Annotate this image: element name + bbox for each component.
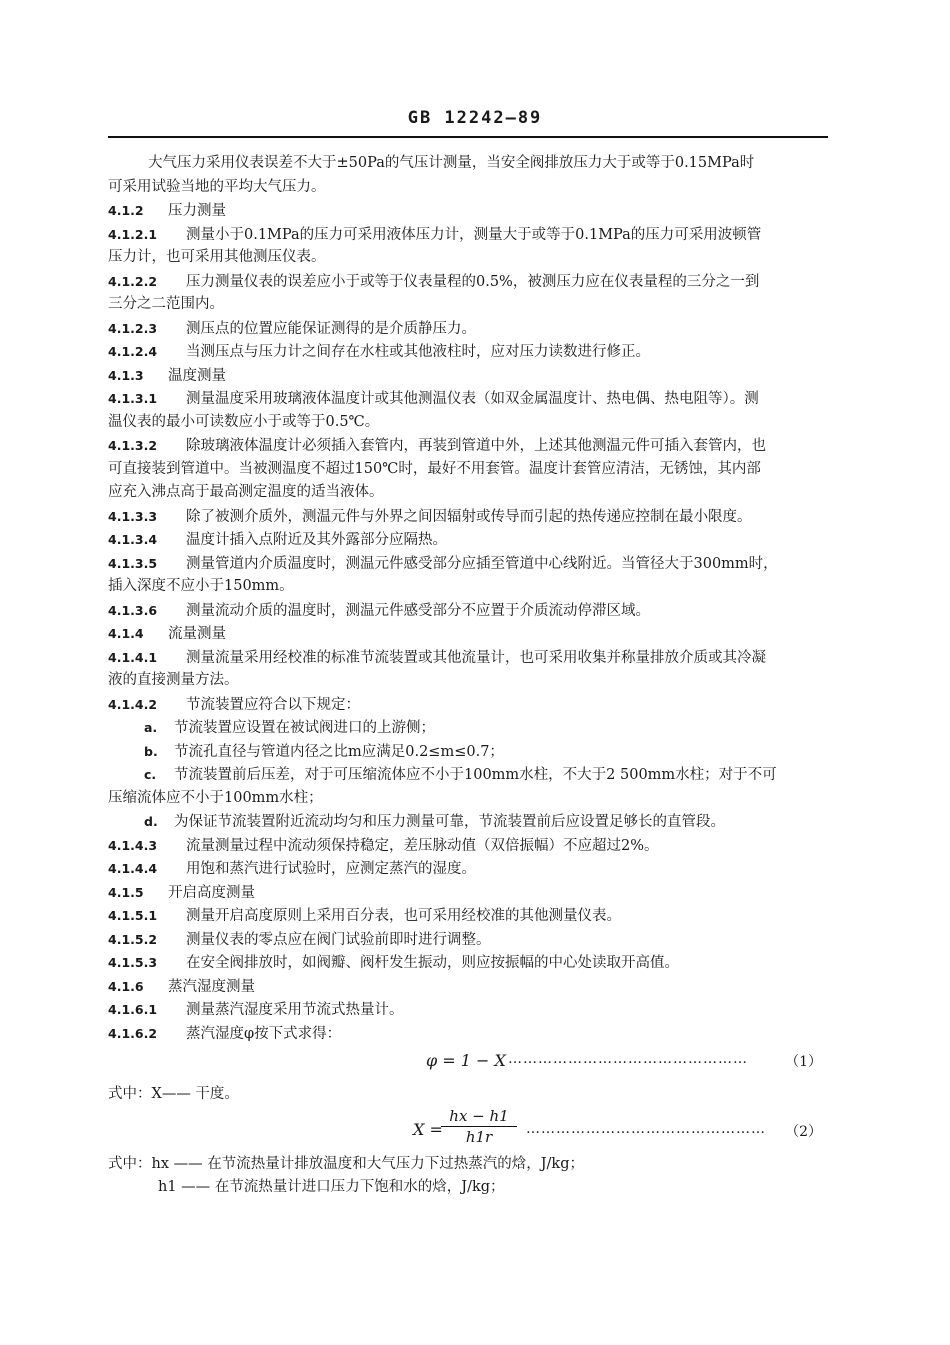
list-text: 节流装置应设置在被试阀进口的上游侧； bbox=[174, 720, 435, 736]
clause-text: 温度计插入点附近及其外露部分应隔热。 bbox=[186, 532, 447, 548]
clause bbox=[108, 387, 828, 411]
list-letter: b. bbox=[144, 743, 158, 759]
clause-number: 4.1.5.1 bbox=[108, 908, 158, 923]
list-item bbox=[108, 810, 828, 834]
formula-expression: φ = 1 − X bbox=[426, 1051, 506, 1070]
clause bbox=[108, 505, 828, 529]
paragraph-line: 三分之二范围内。 bbox=[108, 296, 224, 312]
leader-dots: ………………………………………… bbox=[508, 1051, 748, 1067]
clause bbox=[108, 857, 828, 881]
clause-number: 4.1.3.5 bbox=[108, 555, 158, 571]
clause-number: 4.1.4.4 bbox=[108, 861, 158, 876]
clause bbox=[108, 1022, 828, 1046]
clause bbox=[108, 270, 828, 294]
section-title: 蒸汽湿度测量 bbox=[168, 978, 255, 995]
section-number: 4.1.2 bbox=[108, 203, 144, 218]
fraction-numerator: hx − h1 bbox=[441, 1107, 517, 1127]
section-number: 4.1.5 bbox=[108, 884, 144, 900]
clause-text: 当测压点与压力计之间存在水柱或其他液柱时，应对压力读数进行修正。 bbox=[186, 344, 650, 360]
list-item bbox=[108, 763, 828, 787]
list-text: 为保证节流装置附近流动均匀和压力测量可靠，节流装置前后应设置足够长的直管段。 bbox=[174, 814, 725, 830]
paragraph-line: 温仪表的最小可读数应小于或等于0.5℃。 bbox=[108, 413, 380, 430]
clause bbox=[108, 528, 828, 552]
standard-code-header: GB 12242—89 bbox=[407, 108, 543, 128]
paragraph-line: 可直接装到管道中。当被测温度不超过150℃时，最好不用套管。温度计套管应清洁，无锈蚀，其内部 bbox=[108, 460, 761, 477]
clause-number: 4.1.5.2 bbox=[108, 931, 158, 947]
clause-text: 测量蒸汽湿度采用节流式热量计。 bbox=[186, 1002, 404, 1018]
clause-text: 测量管道内介质温度时，测温元件感受部分应插至管道中心线附近。当管径大于300mm时， bbox=[186, 555, 778, 572]
where-clause: h1 —— 在节流热量计进口压力下饱和水的焓，J/kg； bbox=[158, 1179, 505, 1195]
section-heading bbox=[108, 975, 828, 999]
clause-text: 节流装置应符合以下规定： bbox=[186, 696, 360, 713]
header-rule bbox=[108, 136, 828, 138]
clause-number: 4.1.3.1 bbox=[108, 391, 158, 406]
paragraph-line: 可采用试验当地的平均大气压力。 bbox=[108, 178, 326, 195]
clause-number: 4.1.5.3 bbox=[108, 955, 158, 970]
clause bbox=[108, 340, 828, 364]
clause-text: 测量流量采用经校准的标准节流装置或其他流量计，也可采用收集并称量排放介质或其冷凝 bbox=[186, 649, 766, 666]
clause bbox=[108, 317, 828, 341]
paragraph-line: 应充入沸点高于最高测定温度的适当液体。 bbox=[108, 484, 384, 500]
section-heading bbox=[108, 622, 828, 646]
paragraph-line: 液的直接测量方法。 bbox=[108, 672, 239, 688]
clause-text: 在安全阀排放时，如阀瓣、阀杆发生振动，则应按振幅的中心处读取开高值。 bbox=[186, 955, 679, 971]
clause bbox=[108, 693, 828, 717]
clause-number: 4.1.3.3 bbox=[108, 508, 158, 524]
clause-text: 蒸汽湿度φ按下式求得： bbox=[186, 1025, 342, 1042]
clause bbox=[108, 223, 828, 247]
clause-number: 4.1.4.2 bbox=[108, 696, 158, 712]
list-letter: c. bbox=[144, 767, 157, 782]
clause-number: 4.1.6.1 bbox=[108, 1002, 158, 1017]
clause-number: 4.1.2.4 bbox=[108, 344, 158, 359]
section-heading bbox=[108, 881, 828, 905]
clause-number: 4.1.3.4 bbox=[108, 532, 158, 547]
formula-2 bbox=[108, 1107, 828, 1153]
clause-text: 测压点的位置应能保证测得的是介质静压力。 bbox=[186, 320, 476, 337]
formula-lhs: X = bbox=[413, 1119, 443, 1139]
list-text: 节流孔直径与管道内径之比m应满足0.2≤m≤0.7； bbox=[174, 743, 504, 760]
section-title: 流量测量 bbox=[168, 626, 226, 642]
section-title: 压力测量 bbox=[168, 203, 226, 219]
clause bbox=[108, 434, 828, 458]
section-heading bbox=[108, 364, 828, 388]
list-letter: a. bbox=[144, 720, 158, 735]
paragraph-line: 压力计，也可采用其他测压仪表。 bbox=[108, 249, 326, 265]
paragraph-line: 压缩流体应不小于100mm水柱； bbox=[108, 789, 323, 806]
list-text: 节流装置前后压差，对于可压缩流体应不小于100mm水柱，不大于2 500mm水柱；对于不可 bbox=[174, 767, 777, 783]
paragraph-line: 插入深度不应小于150mm。 bbox=[108, 578, 294, 594]
clause-text: 测量流动介质的温度时，测温元件感受部分不应置于介质流动停滞区域。 bbox=[186, 602, 650, 619]
section-heading bbox=[108, 199, 828, 223]
clause-text: 除玻璃液体温度计必须插入套管内，再装到管道中外，上述其他测温元件可插入套管内，也 bbox=[186, 438, 766, 454]
leader-dots: ………………………………………… bbox=[526, 1120, 766, 1137]
clause-number: 4.1.4.3 bbox=[108, 837, 158, 853]
clause-text: 除了被测介质外，测温元件与外界之间因辐射或传导而引起的热传递应控制在最小限度。 bbox=[186, 508, 752, 525]
section-number: 4.1.4 bbox=[108, 626, 144, 641]
list-letter: d. bbox=[144, 814, 158, 829]
clause bbox=[108, 928, 828, 952]
formula-1 bbox=[108, 1045, 828, 1083]
list-item bbox=[108, 716, 828, 740]
clause-number: 4.1.6.2 bbox=[108, 1025, 158, 1041]
clause-text: 测量开启高度原则上采用百分表，也可采用经校准的其他测量仪表。 bbox=[186, 908, 621, 924]
equation-number: （2） bbox=[785, 1123, 822, 1140]
clause bbox=[108, 552, 828, 576]
clause bbox=[108, 834, 828, 858]
clause bbox=[108, 599, 828, 623]
clause-number: 4.1.3.2 bbox=[108, 438, 158, 453]
equation-number: （1） bbox=[785, 1054, 822, 1070]
clause-text: 测量温度采用玻璃液体温度计或其他测温仪表（如双金属温度计、热电偶、热电阻等）。测 bbox=[186, 391, 759, 407]
list-item bbox=[108, 740, 828, 764]
clause bbox=[108, 998, 828, 1022]
clause bbox=[108, 951, 828, 975]
where-clause: 式中：hx —— 在节流热量计排放温度和大气压力下过热蒸汽的焓，J/kg； bbox=[108, 1155, 584, 1172]
clause bbox=[108, 646, 828, 670]
clause-number: 4.1.2.3 bbox=[108, 320, 158, 336]
clause bbox=[108, 904, 828, 928]
section-title: 温度测量 bbox=[168, 367, 226, 384]
section-title: 开启高度测量 bbox=[168, 884, 255, 901]
clause-number: 4.1.4.1 bbox=[108, 649, 158, 665]
clause-number: 4.1.3.6 bbox=[108, 602, 158, 618]
clause-number: 4.1.2.1 bbox=[108, 226, 158, 242]
clause-number: 4.1.2.2 bbox=[108, 273, 158, 289]
section-number: 4.1.3 bbox=[108, 367, 144, 383]
section-number: 4.1.6 bbox=[108, 978, 144, 994]
fraction-denominator: h1r bbox=[465, 1127, 493, 1146]
fraction bbox=[441, 1107, 517, 1146]
clause-text: 测量仪表的零点应在阀门试验前即时进行调整。 bbox=[186, 931, 491, 948]
clause-text: 流量测量过程中流动须保持稳定，差压脉动值（双倍振幅）不应超过2%。 bbox=[186, 837, 659, 854]
paragraph-line: 大气压力采用仪表误差不大于±50Pa的气压计测量，当安全阀排放压力大于或等于0.15MPa时 bbox=[148, 155, 755, 171]
clause-text: 压力测量仪表的误差应小于或等于仪表量程的0.5%，被测压力应在仪表量程的三分之一到 bbox=[186, 273, 760, 290]
document-body bbox=[108, 152, 828, 1200]
where-clause: 式中：X—— 干度。 bbox=[108, 1086, 239, 1102]
clause-text: 测量小于0.1MPa的压力可采用液体压力计，测量大于或等于0.1MPa的压力可采用波顿管 bbox=[186, 226, 762, 243]
clause-text: 用饱和蒸汽进行试验时，应测定蒸汽的湿度。 bbox=[186, 861, 476, 877]
